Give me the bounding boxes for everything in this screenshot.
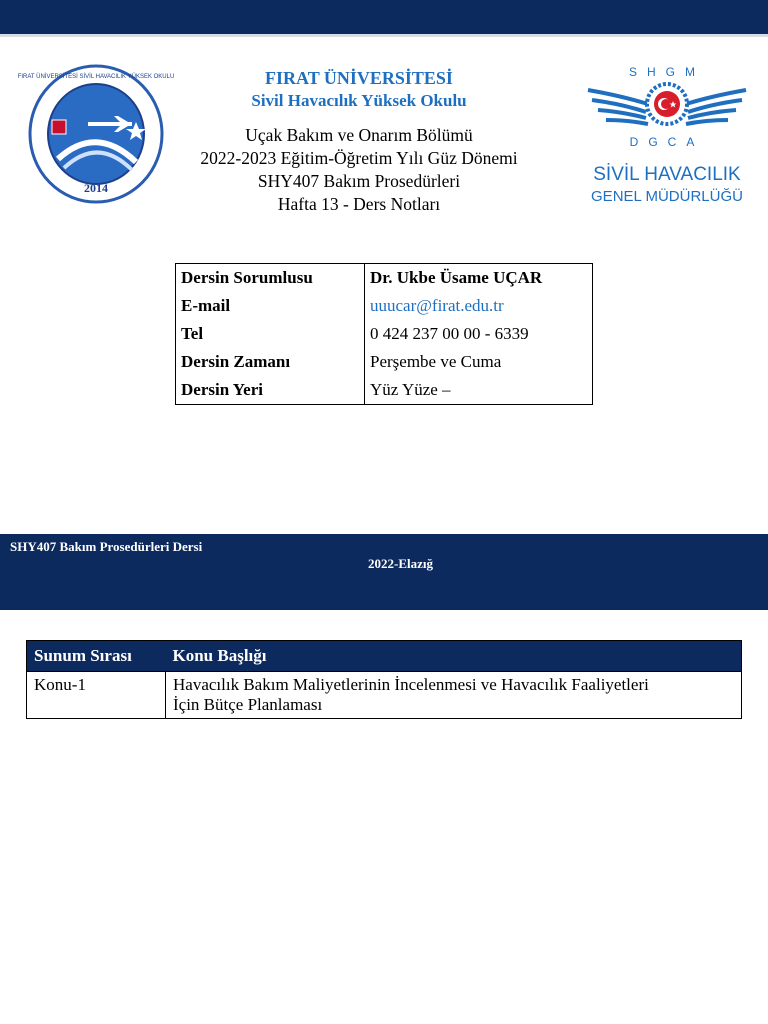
topic-title [166,672,742,719]
shgm-bottom-letters: DGCA [629,135,705,149]
top-banner [0,0,768,34]
seal-ring-text: FIRAT ÜNİVERSİTESİ SİVİL HAVACILIK YÜKSEK OKULU [17,74,175,80]
info-value: Perşembe ve Cuma [365,348,593,376]
info-value: Dr. Ukbe Üsame UÇAR [365,264,593,293]
university-title: FIRAT ÜNİVERSİTESİ [265,68,453,88]
shgm-top-letters: SHGM [629,65,705,79]
table-row [176,264,593,293]
footer-course-name: SHY407 Bakım Prosedürleri Dersi [10,539,203,554]
shgm-name-line1: SİVİL HAVACILIK [593,164,741,185]
course-header-lines [170,124,548,216]
table-row [176,348,593,376]
column-header: Konu Başlığı [166,641,742,672]
banner-divider [0,34,768,37]
topic-title-line: İçin Bütçe Planlaması [173,695,323,714]
document-header [170,66,548,216]
info-value: 0 424 237 00 00 - 6339 [365,320,593,348]
topics-table [26,640,742,719]
table-row [27,672,742,719]
footer-band [0,534,768,610]
shgm-name-line2: GENEL MÜDÜRLÜĞÜ [591,188,743,205]
info-label: Dersin Sorumlusu [181,268,313,287]
term-line: 2022-2023 Eğitim-Öğretim Yılı Güz Dönemi [200,148,518,168]
department-line: Uçak Bakım ve Onarım Bölümü [245,125,473,145]
info-label: Dersin Zamanı [181,352,291,371]
school-title: Sivil Havacılık Yüksek Okulu [251,91,467,110]
table-row [176,376,593,405]
course-line: SHY407 Bakım Prosedürleri [257,171,461,191]
course-info-table [175,263,593,405]
shgm-logo [582,62,752,212]
info-value: Yüz Yüze – [365,376,593,405]
university-seal-logo [17,64,175,204]
topic-title-line: Havacılık Bakım Maliyetlerinin İncelenmesi ve Havacılık Faaliyetleri [173,675,649,694]
info-label: Dersin Yeri [181,380,263,399]
table-header-row [27,641,742,672]
info-label: Tel [181,324,204,343]
week-line: Hafta 13 - Ders Notları [277,194,441,214]
table-row [176,292,593,320]
table-row [176,320,593,348]
footer-year-place: 2022-Elazığ [368,556,433,571]
email-link[interactable]: uuucar@firat.edu.tr [365,292,593,320]
topic-order: Konu-1 [27,672,166,719]
column-header: Sunum Sırası [27,641,166,672]
seal-year: 2014 [84,181,108,195]
info-label: E-mail [181,296,231,315]
